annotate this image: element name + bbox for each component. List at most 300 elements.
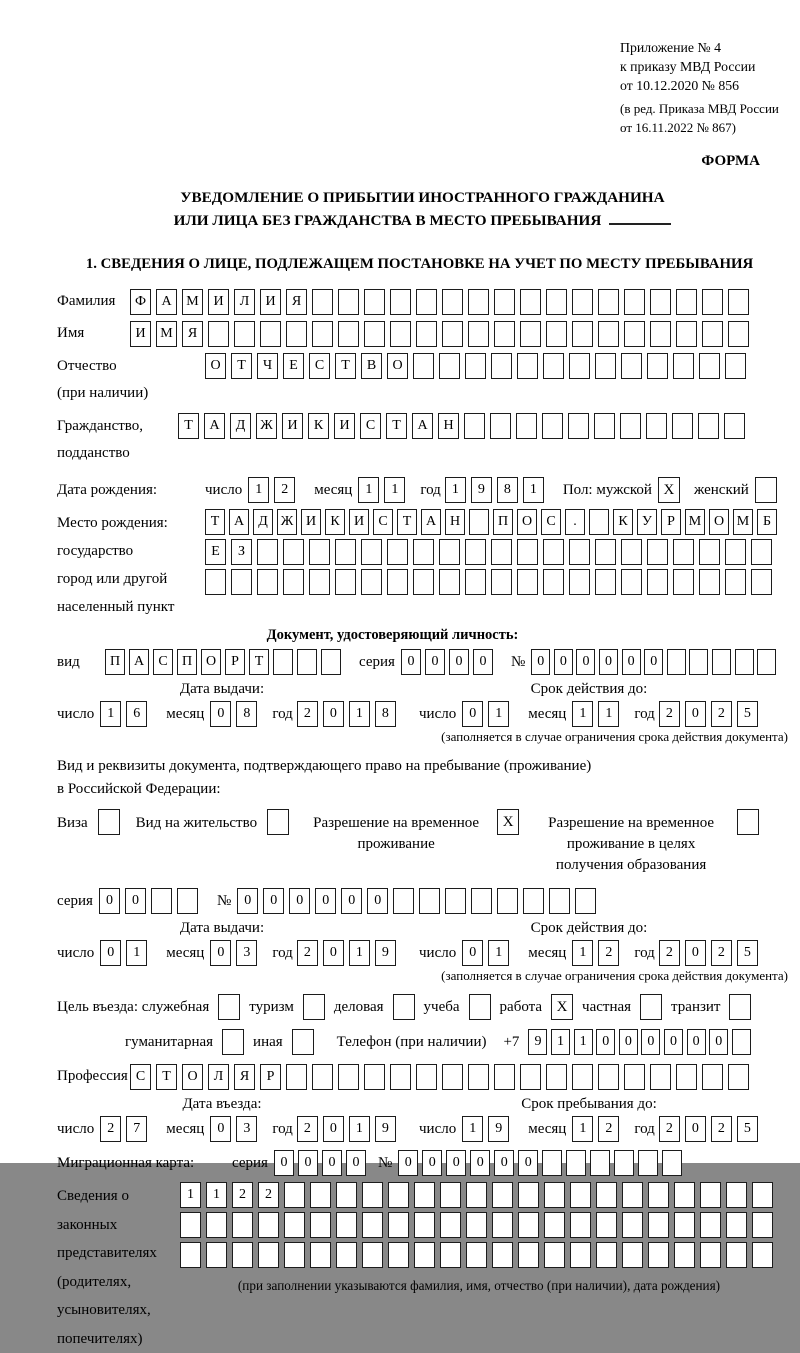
char-box[interactable] xyxy=(232,1212,253,1238)
char-box[interactable]: 5 xyxy=(737,1116,758,1142)
char-box[interactable] xyxy=(570,1242,591,1268)
char-box[interactable] xyxy=(283,539,304,565)
char-box[interactable]: М xyxy=(182,289,203,315)
char-box[interactable] xyxy=(180,1242,201,1268)
char-box[interactable] xyxy=(466,1242,487,1268)
char-box[interactable] xyxy=(732,1029,751,1055)
temp-residence-checkbox[interactable]: X xyxy=(497,809,519,835)
char-box[interactable]: 0 xyxy=(210,701,231,727)
char-box[interactable]: 1 xyxy=(551,1029,570,1055)
char-box[interactable]: 2 xyxy=(659,701,680,727)
char-box[interactable] xyxy=(387,569,408,595)
char-box[interactable] xyxy=(544,1212,565,1238)
char-box[interactable]: Т xyxy=(156,1064,177,1090)
char-box[interactable]: И xyxy=(208,289,229,315)
char-box[interactable]: Ч xyxy=(257,353,278,379)
char-box[interactable] xyxy=(286,321,307,347)
char-box[interactable]: Т xyxy=(178,413,199,439)
char-box[interactable]: О xyxy=(517,509,537,535)
char-box[interactable] xyxy=(336,1212,357,1238)
char-box[interactable] xyxy=(390,321,411,347)
char-box[interactable]: 0 xyxy=(323,1116,344,1142)
char-box[interactable]: 0 xyxy=(398,1150,418,1176)
char-box[interactable]: 2 xyxy=(598,940,619,966)
char-box[interactable]: Е xyxy=(283,353,304,379)
char-box[interactable]: 9 xyxy=(471,477,492,503)
char-box[interactable] xyxy=(336,1182,357,1208)
char-box[interactable] xyxy=(517,353,538,379)
char-box[interactable]: 0 xyxy=(367,888,388,914)
char-box[interactable] xyxy=(520,1064,541,1090)
char-box[interactable]: 0 xyxy=(596,1029,615,1055)
char-box[interactable] xyxy=(286,1064,307,1090)
char-box[interactable] xyxy=(310,1242,331,1268)
char-box[interactable]: 0 xyxy=(599,649,618,675)
char-box[interactable] xyxy=(205,569,226,595)
char-box[interactable]: 0 xyxy=(289,888,310,914)
char-box[interactable]: 0 xyxy=(644,649,663,675)
char-box[interactable] xyxy=(257,569,278,595)
char-box[interactable] xyxy=(621,569,642,595)
char-box[interactable] xyxy=(492,1212,513,1238)
char-box[interactable]: И xyxy=(260,289,281,315)
char-box[interactable] xyxy=(568,413,589,439)
char-box[interactable] xyxy=(440,1242,461,1268)
char-box[interactable]: 2 xyxy=(258,1182,279,1208)
char-box[interactable] xyxy=(469,509,489,535)
char-box[interactable] xyxy=(572,321,593,347)
char-box[interactable]: 0 xyxy=(473,649,493,675)
char-box[interactable]: К xyxy=(613,509,633,535)
char-box[interactable]: 1 xyxy=(180,1182,201,1208)
char-box[interactable] xyxy=(471,888,492,914)
char-box[interactable]: 0 xyxy=(449,649,469,675)
char-box[interactable]: 1 xyxy=(384,477,405,503)
char-box[interactable] xyxy=(257,539,278,565)
char-box[interactable]: 2 xyxy=(100,1116,121,1142)
char-box[interactable] xyxy=(206,1242,227,1268)
char-box[interactable]: Р xyxy=(225,649,245,675)
char-box[interactable]: А xyxy=(129,649,149,675)
char-box[interactable]: 2 xyxy=(297,701,318,727)
char-box[interactable] xyxy=(752,1182,773,1208)
char-box[interactable] xyxy=(752,1242,773,1268)
char-box[interactable] xyxy=(594,413,615,439)
char-box[interactable] xyxy=(364,1064,385,1090)
char-box[interactable] xyxy=(590,1150,610,1176)
char-box[interactable] xyxy=(702,1064,723,1090)
char-box[interactable] xyxy=(647,353,668,379)
char-box[interactable]: 0 xyxy=(531,649,550,675)
char-box[interactable] xyxy=(523,888,544,914)
char-box[interactable] xyxy=(468,289,489,315)
char-box[interactable] xyxy=(596,1182,617,1208)
char-box[interactable] xyxy=(442,1064,463,1090)
char-box[interactable] xyxy=(598,289,619,315)
char-box[interactable] xyxy=(648,1242,669,1268)
char-box[interactable] xyxy=(494,1064,515,1090)
char-box[interactable]: 0 xyxy=(323,940,344,966)
char-box[interactable] xyxy=(569,353,590,379)
char-box[interactable] xyxy=(232,1242,253,1268)
char-box[interactable]: 0 xyxy=(641,1029,660,1055)
char-box[interactable]: 2 xyxy=(711,940,732,966)
char-box[interactable] xyxy=(672,413,693,439)
char-box[interactable]: 0 xyxy=(210,1116,231,1142)
char-box[interactable]: 9 xyxy=(488,1116,509,1142)
char-box[interactable] xyxy=(336,1242,357,1268)
char-box[interactable] xyxy=(724,413,745,439)
char-box[interactable]: 3 xyxy=(236,940,257,966)
char-box[interactable]: 0 xyxy=(425,649,445,675)
char-box[interactable] xyxy=(589,509,609,535)
char-box[interactable]: 9 xyxy=(375,940,396,966)
char-box[interactable] xyxy=(674,1212,695,1238)
char-box[interactable]: 0 xyxy=(323,701,344,727)
char-box[interactable] xyxy=(676,289,697,315)
gender-female-checkbox[interactable] xyxy=(755,477,777,503)
char-box[interactable] xyxy=(520,321,541,347)
char-box[interactable] xyxy=(464,413,485,439)
char-box[interactable] xyxy=(572,1064,593,1090)
char-box[interactable] xyxy=(208,321,229,347)
char-box[interactable] xyxy=(491,539,512,565)
char-box[interactable]: 2 xyxy=(297,1116,318,1142)
char-box[interactable] xyxy=(390,289,411,315)
char-box[interactable]: Ж xyxy=(256,413,277,439)
char-box[interactable]: 1 xyxy=(349,940,370,966)
char-box[interactable] xyxy=(517,539,538,565)
char-box[interactable]: 1 xyxy=(572,940,593,966)
char-box[interactable] xyxy=(572,289,593,315)
char-box[interactable] xyxy=(752,1212,773,1238)
char-box[interactable] xyxy=(546,1064,567,1090)
char-box[interactable]: А xyxy=(229,509,249,535)
char-box[interactable] xyxy=(335,569,356,595)
char-box[interactable] xyxy=(388,1182,409,1208)
char-box[interactable]: Т xyxy=(386,413,407,439)
char-box[interactable]: С xyxy=(373,509,393,535)
char-box[interactable] xyxy=(414,1182,435,1208)
char-box[interactable] xyxy=(595,353,616,379)
char-box[interactable] xyxy=(549,888,570,914)
char-box[interactable] xyxy=(494,321,515,347)
char-box[interactable] xyxy=(497,888,518,914)
char-box[interactable] xyxy=(700,1242,721,1268)
char-box[interactable] xyxy=(362,1182,383,1208)
char-box[interactable] xyxy=(439,539,460,565)
char-box[interactable]: 0 xyxy=(346,1150,366,1176)
char-box[interactable]: 0 xyxy=(322,1150,342,1176)
char-box[interactable]: . xyxy=(565,509,585,535)
char-box[interactable] xyxy=(338,1064,359,1090)
char-box[interactable] xyxy=(364,321,385,347)
char-box[interactable] xyxy=(520,289,541,315)
purpose-private-checkbox[interactable] xyxy=(640,994,662,1020)
char-box[interactable]: 1 xyxy=(488,940,509,966)
char-box[interactable]: 2 xyxy=(598,1116,619,1142)
char-box[interactable]: В xyxy=(361,353,382,379)
char-box[interactable] xyxy=(728,321,749,347)
char-box[interactable] xyxy=(702,289,723,315)
char-box[interactable] xyxy=(491,569,512,595)
char-box[interactable] xyxy=(624,289,645,315)
char-box[interactable] xyxy=(726,1242,747,1268)
char-box[interactable] xyxy=(673,353,694,379)
char-box[interactable] xyxy=(494,289,515,315)
char-box[interactable]: 0 xyxy=(685,701,706,727)
char-box[interactable] xyxy=(234,321,255,347)
char-box[interactable] xyxy=(751,539,772,565)
char-box[interactable] xyxy=(726,1182,747,1208)
char-box[interactable] xyxy=(465,569,486,595)
char-box[interactable] xyxy=(442,289,463,315)
char-box[interactable]: 1 xyxy=(445,477,466,503)
char-box[interactable] xyxy=(419,888,440,914)
char-box[interactable]: 1 xyxy=(248,477,269,503)
char-box[interactable]: С xyxy=(360,413,381,439)
char-box[interactable]: 6 xyxy=(126,701,147,727)
char-box[interactable]: 0 xyxy=(341,888,362,914)
char-box[interactable] xyxy=(516,413,537,439)
char-box[interactable]: Т xyxy=(397,509,417,535)
char-box[interactable]: 1 xyxy=(572,1116,593,1142)
char-box[interactable]: 0 xyxy=(274,1150,294,1176)
char-box[interactable] xyxy=(726,1212,747,1238)
temp-residence-education-checkbox[interactable] xyxy=(737,809,759,835)
char-box[interactable] xyxy=(673,539,694,565)
char-box[interactable] xyxy=(542,1150,562,1176)
char-box[interactable] xyxy=(647,539,668,565)
char-box[interactable]: Т xyxy=(249,649,269,675)
char-box[interactable]: 1 xyxy=(462,1116,483,1142)
char-box[interactable] xyxy=(674,1242,695,1268)
char-box[interactable] xyxy=(728,289,749,315)
char-box[interactable]: 0 xyxy=(622,649,641,675)
char-box[interactable]: Ж xyxy=(277,509,297,535)
char-box[interactable]: Я xyxy=(286,289,307,315)
char-box[interactable] xyxy=(387,539,408,565)
char-box[interactable] xyxy=(468,321,489,347)
char-box[interactable]: М xyxy=(156,321,177,347)
char-box[interactable] xyxy=(413,569,434,595)
char-box[interactable] xyxy=(312,321,333,347)
char-box[interactable] xyxy=(416,289,437,315)
char-box[interactable] xyxy=(439,353,460,379)
char-box[interactable]: О xyxy=(709,509,729,535)
char-box[interactable]: 0 xyxy=(576,649,595,675)
purpose-other-checkbox[interactable] xyxy=(292,1029,314,1055)
char-box[interactable]: 8 xyxy=(375,701,396,727)
char-box[interactable] xyxy=(648,1182,669,1208)
char-box[interactable]: 0 xyxy=(664,1029,683,1055)
char-box[interactable] xyxy=(725,569,746,595)
char-box[interactable]: Я xyxy=(234,1064,255,1090)
char-box[interactable]: 1 xyxy=(100,701,121,727)
char-box[interactable] xyxy=(598,321,619,347)
char-box[interactable]: 0 xyxy=(446,1150,466,1176)
char-box[interactable]: 7 xyxy=(126,1116,147,1142)
char-box[interactable]: 1 xyxy=(572,701,593,727)
char-box[interactable] xyxy=(284,1242,305,1268)
char-box[interactable] xyxy=(492,1182,513,1208)
char-box[interactable] xyxy=(273,649,293,675)
char-box[interactable]: О xyxy=(182,1064,203,1090)
char-box[interactable] xyxy=(570,1212,591,1238)
char-box[interactable] xyxy=(575,888,596,914)
char-box[interactable] xyxy=(518,1212,539,1238)
purpose-tourism-checkbox[interactable] xyxy=(303,994,325,1020)
char-box[interactable] xyxy=(491,353,512,379)
char-box[interactable] xyxy=(413,353,434,379)
char-box[interactable] xyxy=(151,888,172,914)
char-box[interactable] xyxy=(180,1212,201,1238)
char-box[interactable]: 0 xyxy=(687,1029,706,1055)
char-box[interactable] xyxy=(312,1064,333,1090)
char-box[interactable] xyxy=(676,321,697,347)
char-box[interactable] xyxy=(622,1242,643,1268)
char-box[interactable] xyxy=(676,1064,697,1090)
char-box[interactable] xyxy=(595,539,616,565)
char-box[interactable]: 1 xyxy=(206,1182,227,1208)
char-box[interactable] xyxy=(543,539,564,565)
char-box[interactable] xyxy=(297,649,317,675)
char-box[interactable] xyxy=(702,321,723,347)
char-box[interactable] xyxy=(620,413,641,439)
gender-male-checkbox[interactable]: X xyxy=(658,477,680,503)
char-box[interactable] xyxy=(361,569,382,595)
char-box[interactable] xyxy=(309,569,330,595)
char-box[interactable] xyxy=(650,321,671,347)
char-box[interactable]: 8 xyxy=(236,701,257,727)
char-box[interactable] xyxy=(390,1064,411,1090)
char-box[interactable]: П xyxy=(493,509,513,535)
char-box[interactable] xyxy=(662,1150,682,1176)
char-box[interactable]: Н xyxy=(445,509,465,535)
char-box[interactable] xyxy=(177,888,198,914)
char-box[interactable] xyxy=(543,353,564,379)
char-box[interactable]: Т xyxy=(205,509,225,535)
char-box[interactable]: 3 xyxy=(236,1116,257,1142)
char-box[interactable]: К xyxy=(325,509,345,535)
char-box[interactable] xyxy=(699,353,720,379)
char-box[interactable]: 2 xyxy=(659,940,680,966)
char-box[interactable] xyxy=(700,1182,721,1208)
char-box[interactable]: 1 xyxy=(488,701,509,727)
char-box[interactable]: 2 xyxy=(232,1182,253,1208)
char-box[interactable]: Б xyxy=(757,509,777,535)
char-box[interactable] xyxy=(416,1064,437,1090)
char-box[interactable] xyxy=(468,1064,489,1090)
char-box[interactable]: 0 xyxy=(685,940,706,966)
char-box[interactable]: 0 xyxy=(518,1150,538,1176)
char-box[interactable] xyxy=(284,1182,305,1208)
char-box[interactable] xyxy=(335,539,356,565)
purpose-study-checkbox[interactable] xyxy=(469,994,491,1020)
purpose-work-checkbox[interactable]: X xyxy=(551,994,573,1020)
char-box[interactable] xyxy=(569,569,590,595)
char-box[interactable]: 1 xyxy=(349,1116,370,1142)
char-box[interactable]: 0 xyxy=(99,888,120,914)
char-box[interactable] xyxy=(284,1212,305,1238)
char-box[interactable] xyxy=(624,321,645,347)
purpose-humanitarian-checkbox[interactable] xyxy=(222,1029,244,1055)
char-box[interactable] xyxy=(310,1212,331,1238)
char-box[interactable]: П xyxy=(177,649,197,675)
char-box[interactable]: К xyxy=(308,413,329,439)
char-box[interactable] xyxy=(543,569,564,595)
char-box[interactable]: 1 xyxy=(598,701,619,727)
char-box[interactable]: Д xyxy=(230,413,251,439)
char-box[interactable]: 0 xyxy=(237,888,258,914)
char-box[interactable]: 1 xyxy=(574,1029,593,1055)
char-box[interactable] xyxy=(231,569,252,595)
char-box[interactable]: С xyxy=(309,353,330,379)
char-box[interactable]: Т xyxy=(231,353,252,379)
char-box[interactable]: 0 xyxy=(401,649,421,675)
char-box[interactable] xyxy=(312,289,333,315)
char-box[interactable] xyxy=(596,1212,617,1238)
char-box[interactable] xyxy=(440,1182,461,1208)
char-box[interactable] xyxy=(338,321,359,347)
char-box[interactable] xyxy=(466,1212,487,1238)
char-box[interactable] xyxy=(440,1212,461,1238)
char-box[interactable] xyxy=(570,1182,591,1208)
char-box[interactable] xyxy=(364,289,385,315)
char-box[interactable]: А xyxy=(421,509,441,535)
char-box[interactable] xyxy=(648,1212,669,1238)
char-box[interactable] xyxy=(712,649,731,675)
char-box[interactable]: Т xyxy=(335,353,356,379)
char-box[interactable] xyxy=(258,1242,279,1268)
char-box[interactable] xyxy=(544,1242,565,1268)
char-box[interactable] xyxy=(546,289,567,315)
char-box[interactable] xyxy=(206,1212,227,1238)
char-box[interactable] xyxy=(624,1064,645,1090)
char-box[interactable] xyxy=(622,1212,643,1238)
char-box[interactable]: У xyxy=(637,509,657,535)
char-box[interactable] xyxy=(698,413,719,439)
char-box[interactable]: Ф xyxy=(130,289,151,315)
char-box[interactable]: Л xyxy=(208,1064,229,1090)
char-box[interactable] xyxy=(725,539,746,565)
char-box[interactable]: И xyxy=(130,321,151,347)
char-box[interactable] xyxy=(517,569,538,595)
char-box[interactable]: 5 xyxy=(737,940,758,966)
char-box[interactable] xyxy=(751,569,772,595)
char-box[interactable] xyxy=(595,569,616,595)
char-box[interactable] xyxy=(569,539,590,565)
char-box[interactable] xyxy=(310,1182,331,1208)
char-box[interactable] xyxy=(416,321,437,347)
char-box[interactable]: 1 xyxy=(126,940,147,966)
char-box[interactable] xyxy=(388,1212,409,1238)
char-box[interactable]: Я xyxy=(182,321,203,347)
residence-permit-checkbox[interactable] xyxy=(267,809,289,835)
char-box[interactable] xyxy=(544,1182,565,1208)
char-box[interactable] xyxy=(414,1212,435,1238)
char-box[interactable]: И xyxy=(349,509,369,535)
char-box[interactable]: 2 xyxy=(274,477,295,503)
visa-checkbox[interactable] xyxy=(98,809,120,835)
char-box[interactable]: Н xyxy=(438,413,459,439)
char-box[interactable]: Е xyxy=(205,539,226,565)
char-box[interactable]: Л xyxy=(234,289,255,315)
char-box[interactable] xyxy=(757,649,776,675)
char-box[interactable]: И xyxy=(334,413,355,439)
char-box[interactable] xyxy=(439,569,460,595)
char-box[interactable]: П xyxy=(105,649,125,675)
